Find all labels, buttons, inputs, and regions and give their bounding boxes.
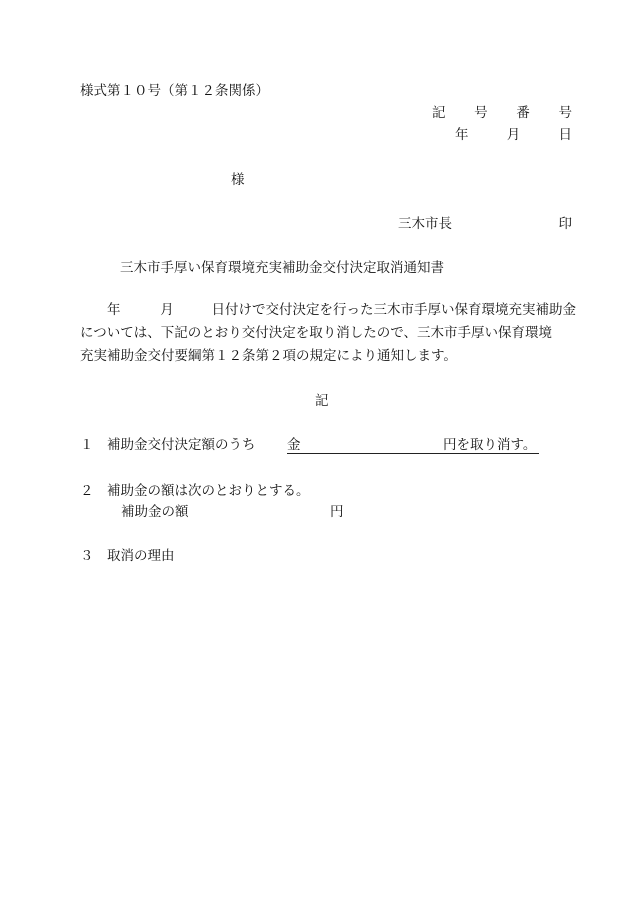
- item-number: １: [80, 437, 94, 453]
- item-2: [80, 483, 310, 499]
- form-label: 様式第１０号（第１２条関係）: [80, 83, 269, 99]
- item-number: ３: [80, 548, 94, 564]
- cancel-suffix: 円を取り消す。: [443, 437, 537, 453]
- body-paragraph: [80, 302, 576, 371]
- body-line-2: については、下記のとおり交付決定を取り消したので、三木市手厚い保育環境: [80, 325, 552, 341]
- addressee: 様: [231, 172, 245, 188]
- document-date: 年 月 日: [455, 127, 572, 143]
- ki-heading: 記: [315, 393, 329, 409]
- sender-name: 三木市長: [398, 216, 452, 232]
- item-text: 補助金の額は次のとおりとする。: [107, 483, 310, 499]
- kin-label: 金: [287, 437, 301, 453]
- document-title: 三木市手厚い保育環境充実補助金交付決定取消通知書: [120, 260, 444, 276]
- item-1: [80, 437, 542, 453]
- item-number: ２: [80, 483, 94, 499]
- subsidy-amount-label: 補助金の額: [121, 504, 189, 520]
- body-line-1: 年 月 日付けで交付決定を行った三木市手厚い保育環境充実補助金: [107, 302, 576, 318]
- seal-mark: 印: [558, 216, 572, 232]
- body-line-3: 充実補助金交付要綱第１２条第２項の規定により通知します。: [80, 348, 457, 364]
- sender: [398, 216, 572, 232]
- document-number: 記 号 番 号: [432, 105, 572, 121]
- item-3: [80, 548, 175, 564]
- item-text: 取消の理由: [107, 548, 175, 564]
- subsidy-amount-yen: 円: [330, 504, 344, 520]
- item-text: 補助金交付決定額のうち: [107, 437, 256, 453]
